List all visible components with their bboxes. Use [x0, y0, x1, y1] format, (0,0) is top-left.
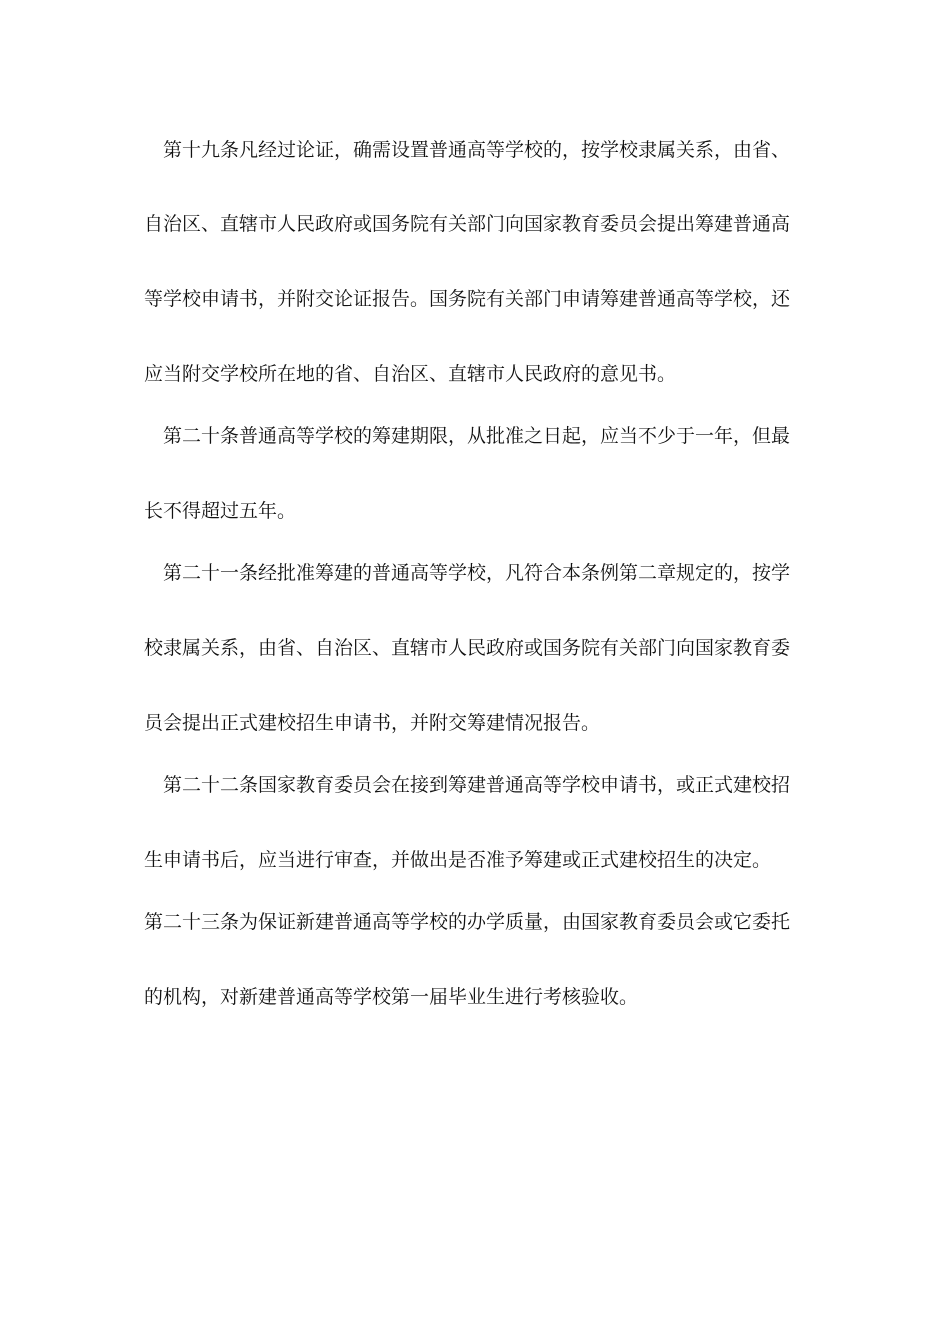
article-21-line-3: 员会提出正式建校招生申请书，并附交筹建情况报告。	[144, 712, 601, 734]
article-19-line-1: 第十九条凡经过论证，确需设置普通高等学校的，按学校隶属关系，由省、	[163, 139, 791, 161]
article-22-line-2: 生申请书后，应当进行审查，并做出是否准予筹建或正式建校招生的决定。	[144, 849, 772, 871]
article-19-line-3: 等学校申请书，并附交论证报告。国务院有关部门申请筹建普通高等学校，还	[144, 288, 791, 310]
article-19-line-2: 自治区、直辖市人民政府或国务院有关部门向国家教育委员会提出筹建普通高	[144, 213, 791, 235]
article-21-line-2: 校隶属关系，由省、自治区、直辖市人民政府或国务院有关部门向国家教育委	[144, 637, 791, 659]
article-21-line-1: 第二十一条经批准筹建的普通高等学校，凡符合本条例第二章规定的，按学	[163, 562, 791, 584]
article-23-line-1: 第二十三条为保证新建普通高等学校的办学质量，由国家教育委员会或它委托	[144, 911, 791, 933]
article-23-line-2: 的机构，对新建普通高等学校第一届毕业生进行考核验收。	[144, 986, 639, 1008]
article-22-line-1: 第二十二条国家教育委员会在接到筹建普通高等学校申请书，或正式建校招	[163, 774, 791, 796]
article-20-line-2: 长不得超过五年。	[144, 500, 297, 522]
article-19-line-4: 应当附交学校所在地的省、自治区、直辖市人民政府的意见书。	[144, 363, 677, 385]
article-20-line-1: 第二十条普通高等学校的筹建期限，从批准之日起，应当不少于一年，但最	[163, 425, 791, 447]
